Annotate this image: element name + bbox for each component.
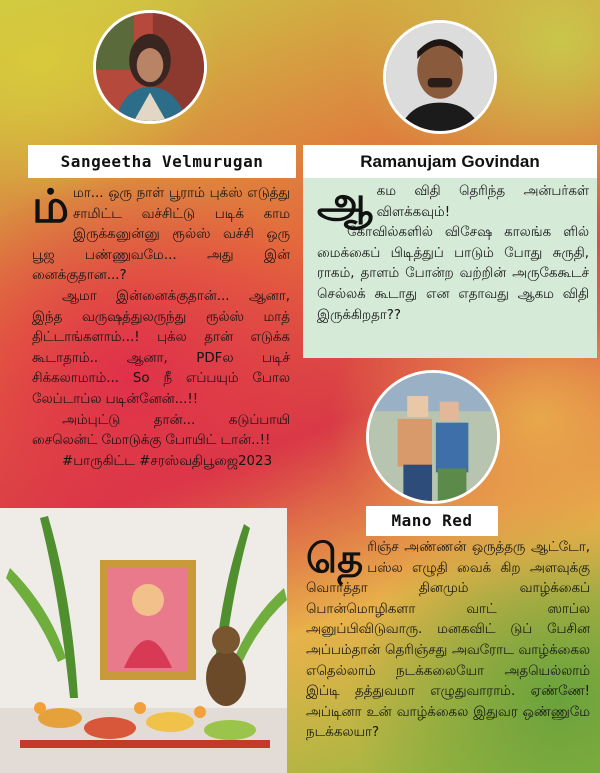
avatar-mano-red [366,370,500,504]
avatar-ramanujam-image [386,23,494,131]
saraswati-pooja-photo [0,508,287,773]
pooja-altar-illustration [0,508,287,773]
right-bottom-paragraph-1: ரிஞ்ச அண்ணன் ஒருத்தரு ஆட்டோ, பஸ்ல எழுதி வைக் கிற அளவுக்கு வொர்த்தா தினமும் வாழ்க்கைப் பொன்மொழிகளா வாட் ஸாப்ல அனுப்பிவிடுவாரு. மனகவிட் டுப் பேசின அப்பம்தான் தெரிஞ்சது அவரோட வாழ்க்கைல எதெல்லாம் நடக்கலையோ அதயெல்லாம் இப்டி தத்துவமா எழுதுவாராம். ஏண்ணே! அப்டினா உன் வாழ்க்கைல இதுவர ஒண்ணுமே நடக்கலயா? [306,540,590,741]
avatar-sangeetha [93,10,207,124]
right-bottom-text [306,538,590,744]
left-paragraph-1: மா... ஒரு நாள் பூராம் புக்ஸ் எடுத்து சாமிட்ட வச்சிட்டு படிக் காம இருக்கனுன்னு ரூல்ஸ் வச்சி ஒரு பூஜ பண்ணுவமே... அது இன் னைக்குதான...? [32,186,290,284]
left-paragraph-2: ஆமா இன்னைக்குதான்... ஆனா, இந்த வருஷத்துலருந்து ரூல்ஸ் மாத் திட்டாங்களாம்...! புக்ல தான் எடுக்க கூடாதாம்.. ஆனா, PDFல படிச் சிக்கலாமாம்... So நீ எப்பயும் போல லேப்டாப்ல படின்னேன்...!! [32,288,290,407]
left-paragraph-3: அம்புட்டு தான்... கடுப்பாயி சைலென்ட் மோடுக்கு போயிட் டான்..!! [32,412,290,449]
left-hashtags: #பாருகிட்ட #சரஸ்வதிபூஜை2023 [62,453,273,469]
left-dropcap: ம் [32,179,70,233]
right-top-paragraph-2: கோவில்களில் விசேஷ காலங்க ளில் மைக்கைப் பிடித்துப் பாடும் போது சுருதி, ராகம், தாளம் போன்ற வற்றின் அருகேகூடச் செல்லக் கூடாது என எதாவது ஆகம விதி இருக்கிறதா?? [317,225,589,323]
right-top-box [303,178,597,358]
right-top-dropcap: ஆ [317,177,373,228]
right-top-text [317,177,589,326]
author-name-sangeetha: Sangeetha Velmurugan [28,145,296,178]
avatar-mano-red-image [369,373,497,501]
author-name-mano-red: Mano Red [366,506,498,536]
right-top-paragraph-1: கம விதி தெரிந்த அன்பர்கள் விளக்கவும்! [376,184,589,220]
avatar-ramanujam [383,20,497,134]
left-column-text [32,179,290,472]
author-name-ramanujam: Ramanujam Govindan [303,145,597,178]
right-bottom-dropcap: தெ [306,536,364,582]
avatar-sangeetha-image [96,13,204,121]
